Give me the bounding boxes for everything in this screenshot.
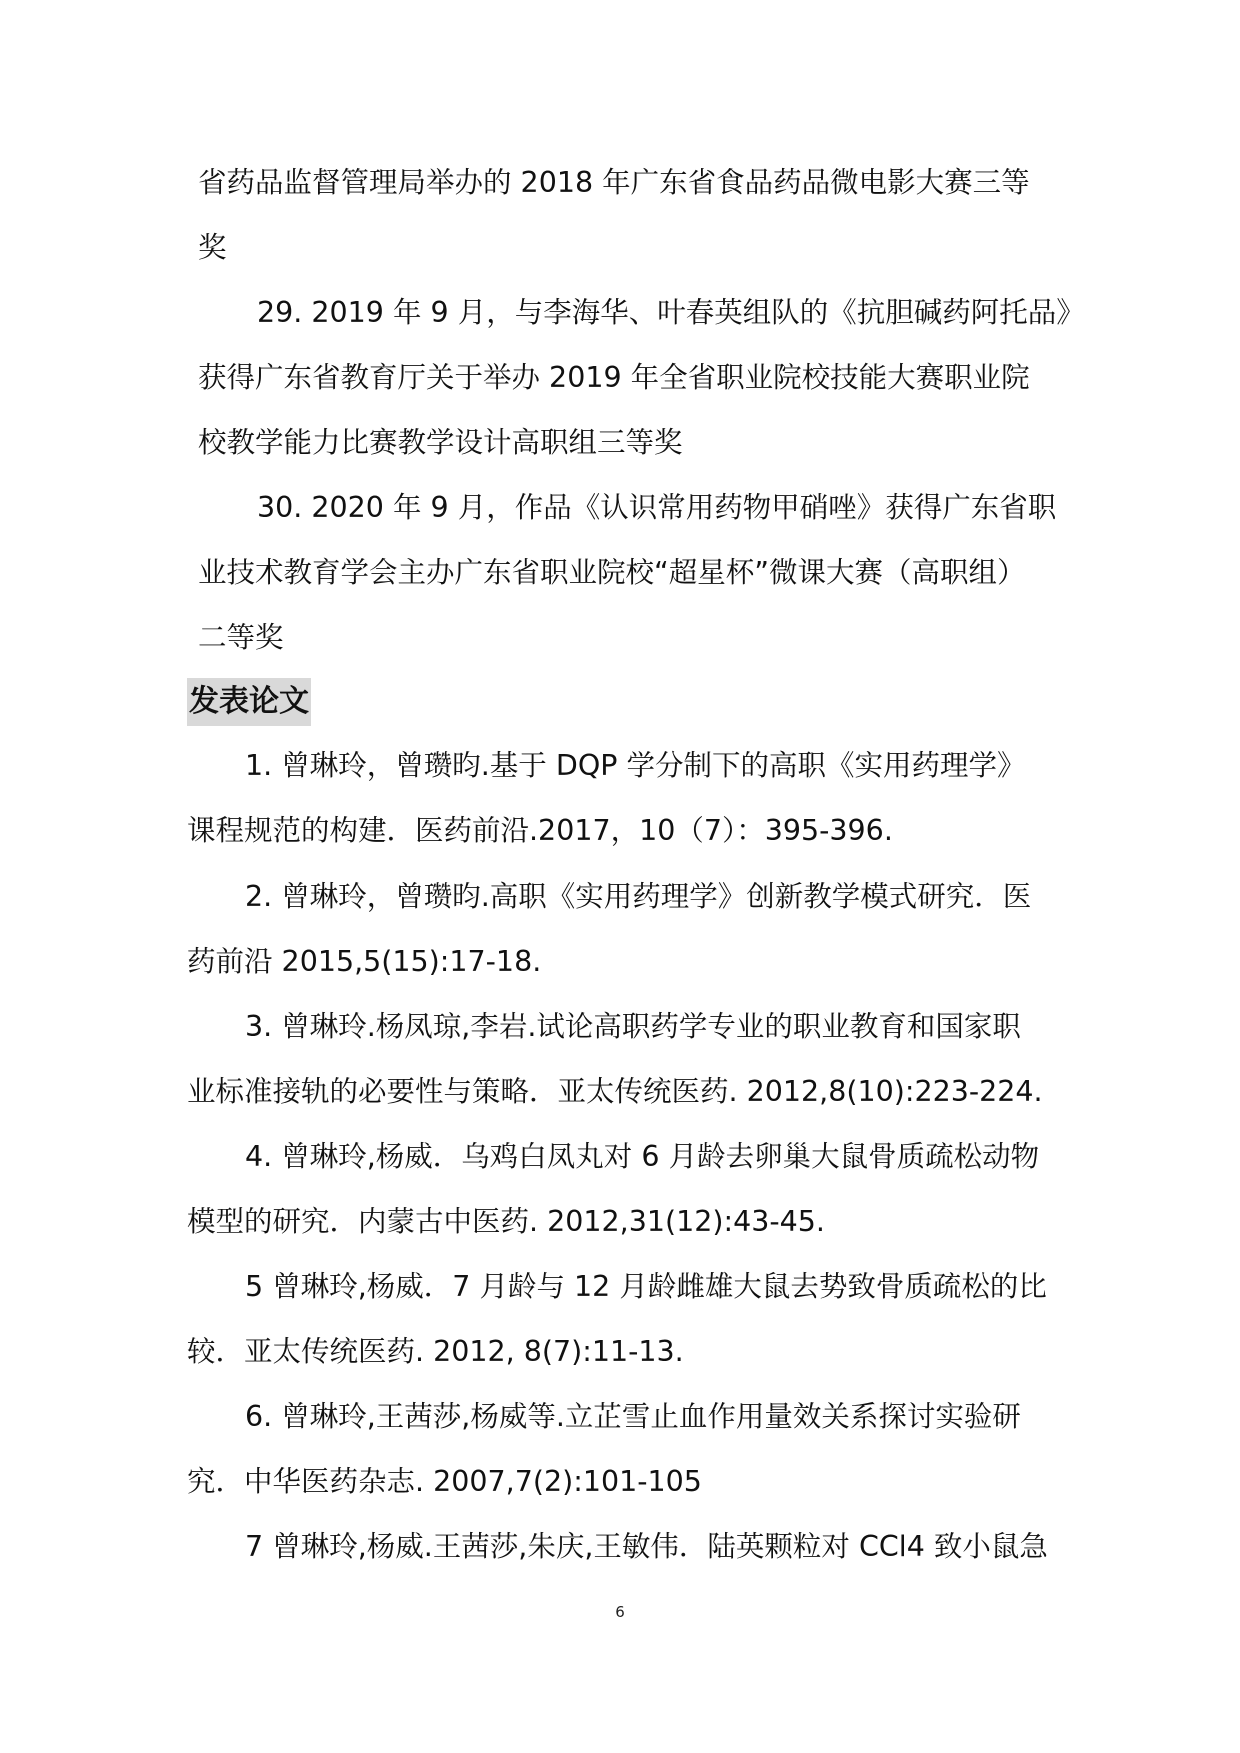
paper-2-line-1: 2. 曾琳玲，曾瓒昀.高职《实用药理学》创新教学模式研究．医: [245, 880, 1032, 913]
award-29-line-1: 29. 2019 年 9 月，与李海华、叶春英组队的《抗胆碱药阿托品》: [257, 296, 1085, 329]
paper-5-line-2: 较．亚太传统医药. 2012, 8(7):11-13.: [187, 1335, 684, 1368]
award-continued-line-2: 奖: [198, 231, 227, 264]
paper-7-line-1: 7 曾琳玲,杨威.王茜莎,朱庆,王敏伟．陆英颗粒对 CCl4 致小鼠急: [245, 1530, 1048, 1563]
paper-1-line-2: 课程规范的构建．医药前沿.2017，10（7）：395-396.: [187, 814, 893, 847]
paper-4-line-2: 模型的研究．内蒙古中医药. 2012,31(12):43-45.: [187, 1205, 825, 1238]
award-30-line-2: 业技术教育学会主办广东省职业院校“超星杯”微课大赛（高职组）: [198, 556, 1026, 589]
paper-5-line-1: 5 曾琳玲,杨威．7 月龄与 12 月龄雌雄大鼠去势致骨质疏松的比: [245, 1270, 1047, 1303]
paper-4-line-1: 4. 曾琳玲,杨威．乌鸡白凤丸对 6 月龄去卵巢大鼠骨质疏松动物: [245, 1140, 1040, 1173]
paper-1-line-1: 1. 曾琳玲，曾瓒昀.基于 DQP 学分制下的高职《实用药理学》: [245, 749, 1026, 782]
paper-6-line-1: 6. 曾琳玲,王茜莎,杨威等.立芷雪止血作用量效关系探讨实验研: [245, 1400, 1021, 1433]
paper-6-line-2: 究．中华医药杂志. 2007,7(2):101-105: [187, 1465, 702, 1498]
award-29-line-3: 校教学能力比赛教学设计高职组三等奖: [198, 426, 683, 459]
award-30-line-1: 30. 2020 年 9 月，作品《认识常用药物甲硝唑》获得广东省职: [257, 491, 1057, 524]
paper-3-line-2: 业标准接轨的必要性与策略．亚太传统医药. 2012,8(10):223-224.: [187, 1075, 1043, 1108]
award-30-line-3: 二等奖: [198, 621, 284, 654]
award-29-line-2: 获得广东省教育厅关于举办 2019 年全省职业院校技能大赛职业院: [198, 361, 1030, 394]
paper-2-line-2: 药前沿 2015,5(15):17-18.: [187, 945, 542, 978]
page-number: 6: [615, 1603, 625, 1621]
section-heading-papers: 发表论文: [187, 678, 311, 726]
award-continued-line-1: 省药品监督管理局举办的 2018 年广东省食品药品微电影大赛三等: [198, 166, 1030, 199]
paper-3-line-1: 3. 曾琳玲.杨凤琼,李岩.试论高职药学专业的职业教育和国家职: [245, 1010, 1021, 1043]
